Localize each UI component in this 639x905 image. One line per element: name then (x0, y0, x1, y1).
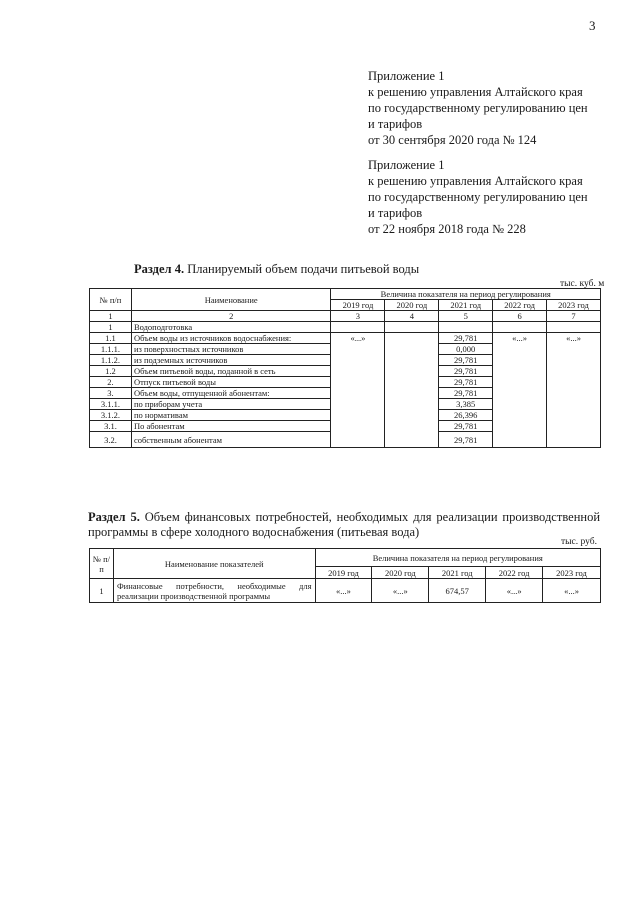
col-name-header: Наименование (131, 289, 331, 311)
year-header: 2019 год (331, 300, 385, 311)
row-num: 3. (90, 388, 132, 399)
row-name: Объем воды, отпущенной абонентам: (131, 388, 331, 399)
col-number: 4 (385, 311, 439, 322)
section4-heading: Планируемый объем подачи питьевой воды (187, 262, 420, 276)
section5-label: Раздел 5. (88, 510, 140, 524)
row-value: «...» (372, 579, 429, 603)
appendix-line: по государственному регулированию цен (368, 190, 588, 204)
row-name: Объем воды из источников водоснабжения: (131, 333, 331, 344)
value-2022: «...» (493, 333, 547, 448)
year-header: 2022 год (493, 300, 547, 311)
row-value-2021: 29,781 (439, 421, 493, 432)
row-name: По абонентам (131, 421, 331, 432)
year-header: 2020 год (372, 567, 429, 579)
appendix-line: и тарифов (368, 117, 423, 131)
appendix-line: от 30 сентября 2020 года № 124 (368, 133, 537, 147)
row-num: 1.1 (90, 333, 132, 344)
year-header: 2021 год (429, 567, 486, 579)
section4-title (134, 262, 419, 277)
year-header: 2023 год (547, 300, 601, 311)
period-header: Величина показателя на период регулирования (331, 289, 601, 300)
row-num: 1 (90, 322, 132, 333)
row-name: Отпуск питьевой воды (131, 377, 331, 388)
row-value-2021: 29,781 (439, 388, 493, 399)
value-2019: «...» (331, 333, 385, 448)
row-value-2021: 29,781 (439, 355, 493, 366)
row-value: «...» (486, 579, 543, 603)
value-2023: «...» (547, 333, 601, 448)
row-num: 1.2 (90, 366, 132, 377)
row-num: 3.1.2. (90, 410, 132, 421)
col-number: 7 (547, 311, 601, 322)
row-value-2021 (439, 322, 493, 333)
section4-units: тыс. куб. м (560, 279, 605, 289)
row-num: 1 (90, 579, 114, 603)
row-value-2021: 29,781 (439, 333, 493, 344)
row-num: 1.1.1. (90, 344, 132, 355)
appendix-line: к решению управления Алтайского края (368, 174, 583, 188)
row-value-2021: 3,385 (439, 399, 493, 410)
row-value: «...» (543, 579, 601, 603)
row-name: собственным абонентам (131, 432, 331, 448)
col-number: 2 (131, 311, 331, 322)
section5-title (88, 510, 600, 540)
section5-heading: Объем финансовых потребностей, необходимых для реализации производственной программы в сфере холодного водоснабжения (питьевая вода) (88, 510, 601, 539)
appendix-line: и тарифов (368, 206, 423, 220)
appendix-line: по государственному регулированию цен (368, 101, 588, 115)
table-row (90, 333, 601, 344)
row-value-2021: 29,781 (439, 366, 493, 377)
row-num: 2. (90, 377, 132, 388)
appendix-block-current (368, 68, 588, 148)
row-name: Объем питьевой воды, поданной в сеть (131, 366, 331, 377)
row-value-2021: 0,000 (439, 344, 493, 355)
table-row (90, 322, 601, 333)
row-num: 3.1.1. (90, 399, 132, 410)
year-header: 2019 год (315, 567, 372, 579)
row-name: Водоподготовка (131, 322, 331, 333)
row-value: 674,57 (429, 579, 486, 603)
row-name: из подземных источников (131, 355, 331, 366)
col-number: 5 (439, 311, 493, 322)
appendix-line: Приложение 1 (368, 158, 445, 172)
row-num: 3.1. (90, 421, 132, 432)
row-name: Финансовые потребности, необходимые для реализации производственной программы (113, 579, 315, 603)
water-volume-table (89, 288, 601, 448)
col-num-header: № п/п (90, 289, 132, 311)
section5-units: тыс. руб. (561, 537, 597, 547)
row-value-2021: 26,396 (439, 410, 493, 421)
col-number: 3 (331, 311, 385, 322)
financial-needs-table (89, 548, 601, 603)
appendix-line: Приложение 1 (368, 69, 445, 83)
section4-label: Раздел 4. (134, 262, 185, 276)
row-value-2021: 29,781 (439, 432, 493, 448)
appendix-line: к решению управления Алтайского края (368, 85, 583, 99)
col-number: 6 (493, 311, 547, 322)
appendix-block-previous (368, 157, 588, 237)
year-header: 2022 год (486, 567, 543, 579)
row-value: «...» (315, 579, 372, 603)
col-number: 1 (90, 311, 132, 322)
row-name: по приборам учета (131, 399, 331, 410)
period-header: Величина показателя на период регулирования (315, 549, 600, 567)
row-num: 1.1.2. (90, 355, 132, 366)
row-name: по нормативам (131, 410, 331, 421)
row-name: из поверхностных источников (131, 344, 331, 355)
year-header: 2023 год (543, 567, 601, 579)
col-num-header: № п/п (90, 549, 114, 579)
row-value-2021: 29,781 (439, 377, 493, 388)
table-row (90, 579, 601, 603)
year-header: 2021 год (439, 300, 493, 311)
year-header: 2020 год (385, 300, 439, 311)
page-number: 3 (589, 18, 596, 33)
col-name-header: Наименование показателей (113, 549, 315, 579)
appendix-line: от 22 ноября 2018 года № 228 (368, 222, 526, 236)
row-num: 3.2. (90, 432, 132, 448)
